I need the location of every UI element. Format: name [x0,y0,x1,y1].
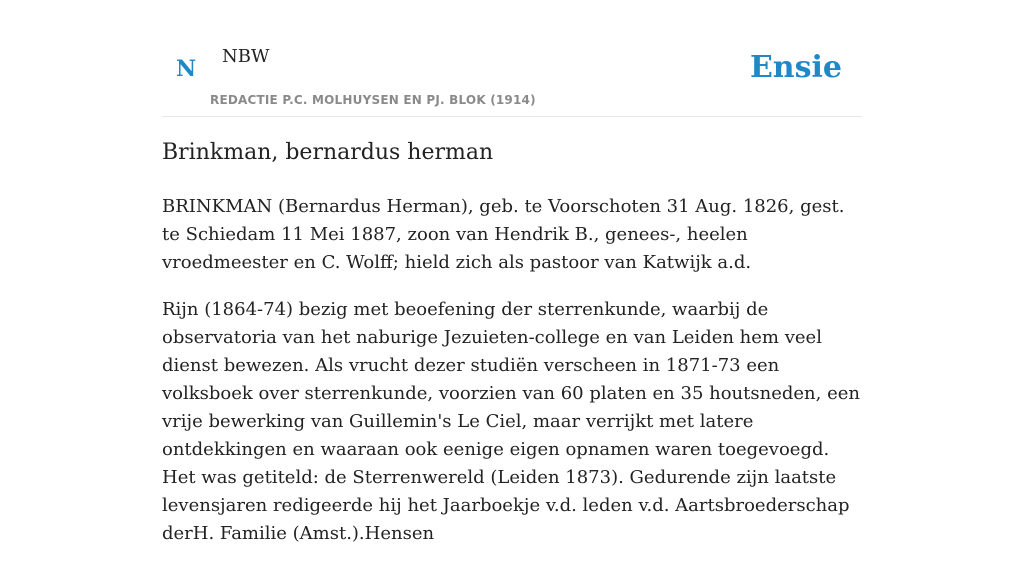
article-paragraph-2: Rijn (1864-74) bezig met beoefening der sterrenkunde, waarbij de observatoria van het naburige Jezuieten-college en van Leiden hem veel dienst bewezen. Als vrucht dezer studiën verscheen in 1871-73 een volksboek over sterrenkunde, voorzien van 60 platen en 35 houtsneden, een vrije bewerking van Guillemin's Le Ciel, maar verrijkt met latere ontdekkingen en waaraan ook eenige eigen opnamen waren toegevoegd. Het was getiteld: de Sterrenwereld (Leiden 1873). Gedurende zijn laatste levensjaren redigeerde hij het Jaarboekje v.d. leden v.d. Aartsbroederschap derH. Familie (Amst.).Hensen [162,299,860,544]
source-logo[interactable]: N [176,56,197,82]
article-paragraph-1: BRINKMAN (Bernardus Herman), geb. te Voorschoten 31 Aug. 1826, gest. te Schiedam 11 Mei 1887, zoon van Hendrik B., genees-, heelen vroedmeester en C. Wolff; hield zich als pastoor van Katwijk a.d. [162,196,845,273]
article-title: Brinkman, bernardus herman [162,140,494,165]
ensie-logo[interactable]: Ensie [749,50,842,85]
source-subtitle: REDACTIE P.C. MOLHUYSEN EN PJ. BLOK (1914) [210,93,536,107]
article-body [162,193,866,567]
source-name-link[interactable]: NBW [222,46,270,67]
source-header [162,0,862,117]
